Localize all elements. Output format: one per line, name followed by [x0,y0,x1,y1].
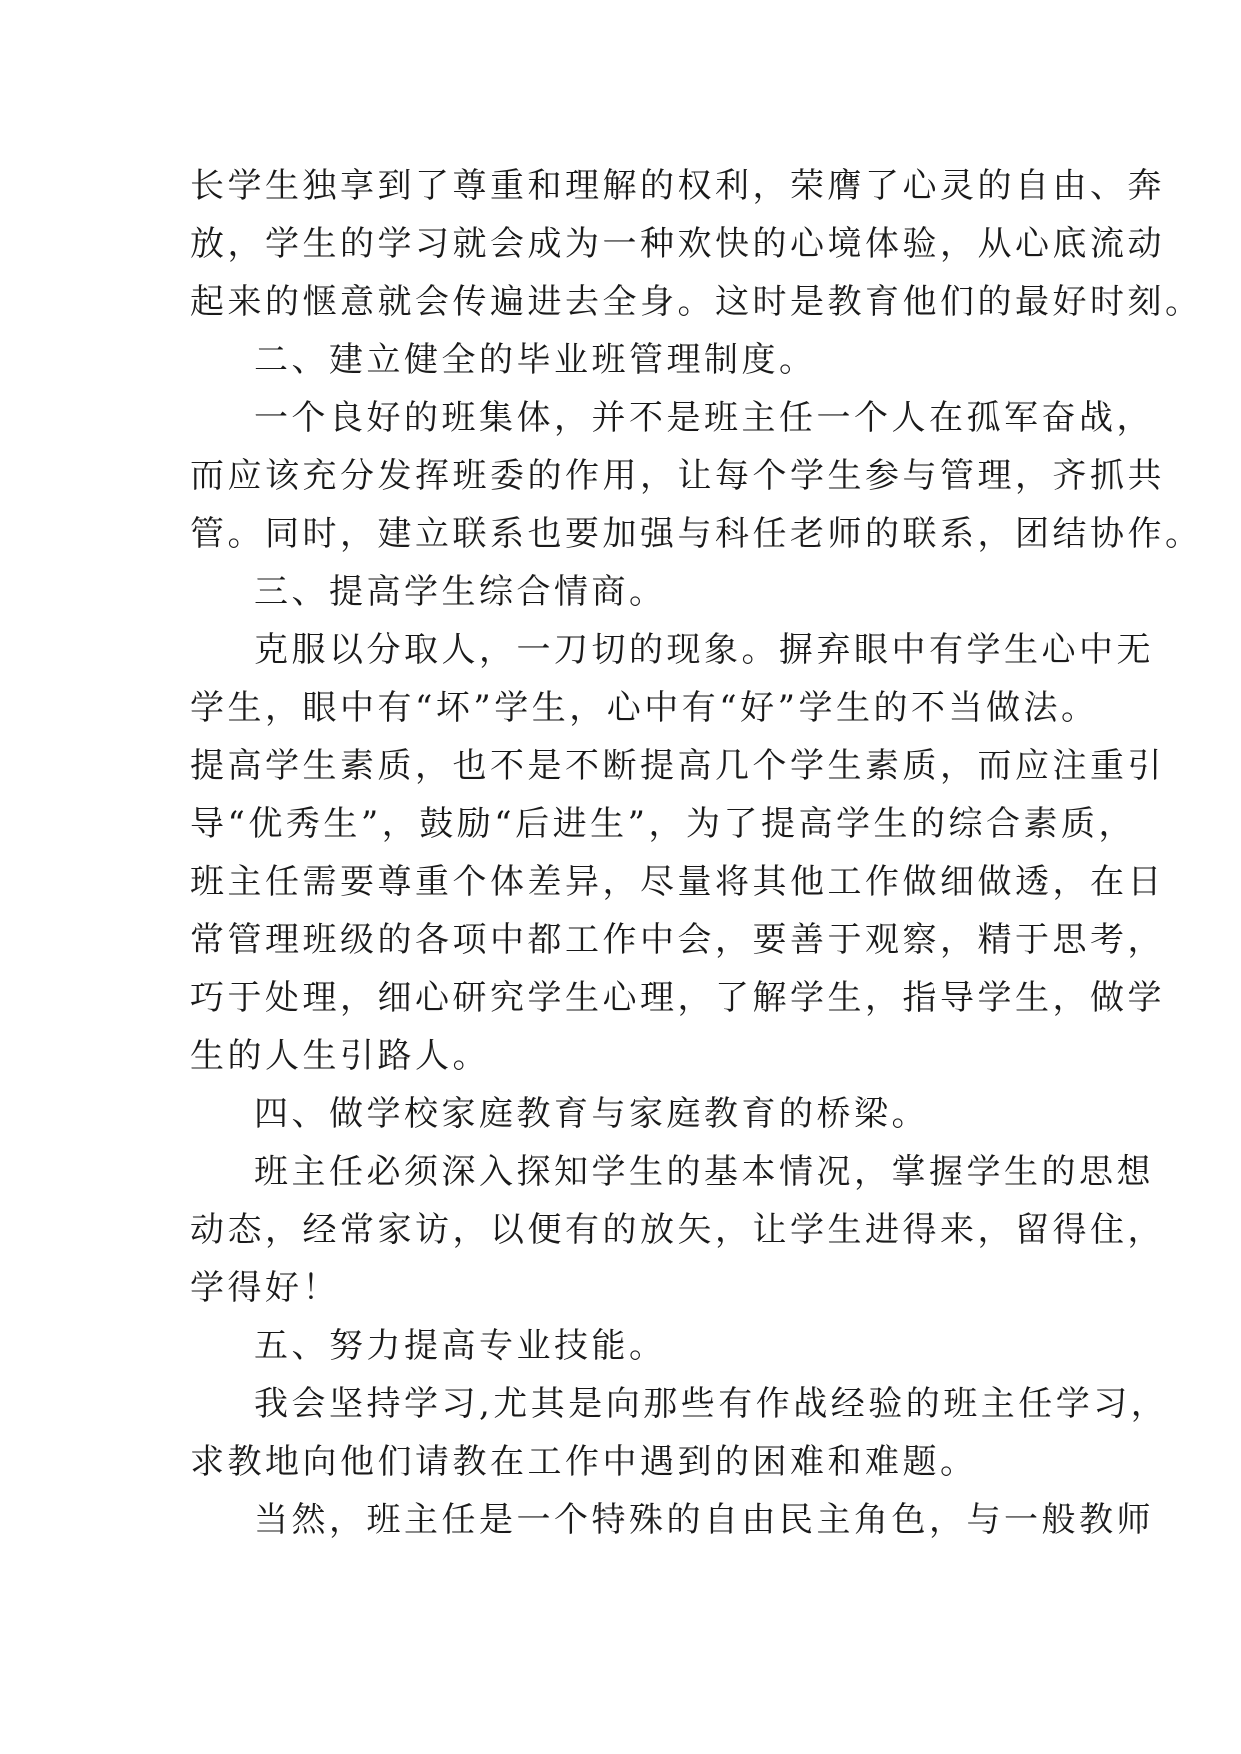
text-line: 生的人生引路人。 [190,1036,490,1076]
section-heading: 三、提高学生综合情商。 [254,572,667,612]
text-line: 而应该充分发挥班委的作用，让每个学生参与管理，齐抓共 [190,456,1165,496]
text-line: 长学生独享到了尊重和理解的权利，荣膺了心灵的自由、奔 [190,166,1165,206]
text-line: 学生，眼中有“坏”学生，心中有“好”学生的不当做法。 [190,688,1099,728]
text-line: 我会坚持学习,尤其是向那些有作战经验的班主任学习， [254,1384,1169,1424]
text-line: 常管理班级的各项中都工作中会，要善于观察，精于思考， [190,920,1165,960]
text-line: 导“优秀生”，鼓励“后进生”，为了提高学生的综合素质， [190,804,1137,844]
text-line: 学得好！ [190,1268,340,1308]
text-line: 克服以分取人，一刀切的现象。摒弃眼中有学生心中无 [254,630,1154,670]
text-line: 管。同时，建立联系也要加强与科任老师的联系，团结协作。 [190,514,1203,554]
text-line: 班主任必须深入探知学生的基本情况，掌握学生的思想 [254,1152,1154,1192]
text-line: 提高学生素质，也不是不断提高几个学生素质，而应注重引 [190,746,1165,786]
text-line: 放，学生的学习就会成为一种欢快的心境体验，从心底流动 [190,224,1165,264]
section-heading: 二、建立健全的毕业班管理制度。 [254,340,817,380]
text-line: 求教地向他们请教在工作中遇到的困难和难题。 [190,1442,978,1482]
section-heading: 五、努力提高专业技能。 [254,1326,667,1366]
text-line: 起来的惬意就会传遍进去全身。这时是教育他们的最好时刻。 [190,282,1203,322]
text-line: 动态，经常家访，以便有的放矢，让学生进得来，留得住， [190,1210,1165,1250]
text-line: 班主任需要尊重个体差异，尽量将其他工作做细做透，在日 [190,862,1165,902]
section-heading: 四、做学校家庭教育与家庭教育的桥梁。 [254,1094,929,1134]
text-line: 当然，班主任是一个特殊的自由民主角色，与一般教师 [254,1500,1154,1540]
text-line: 巧于处理，细心研究学生心理，了解学生，指导学生，做学 [190,978,1165,1018]
text-line: 一个良好的班集体，并不是班主任一个人在孤军奋战， [254,398,1154,438]
